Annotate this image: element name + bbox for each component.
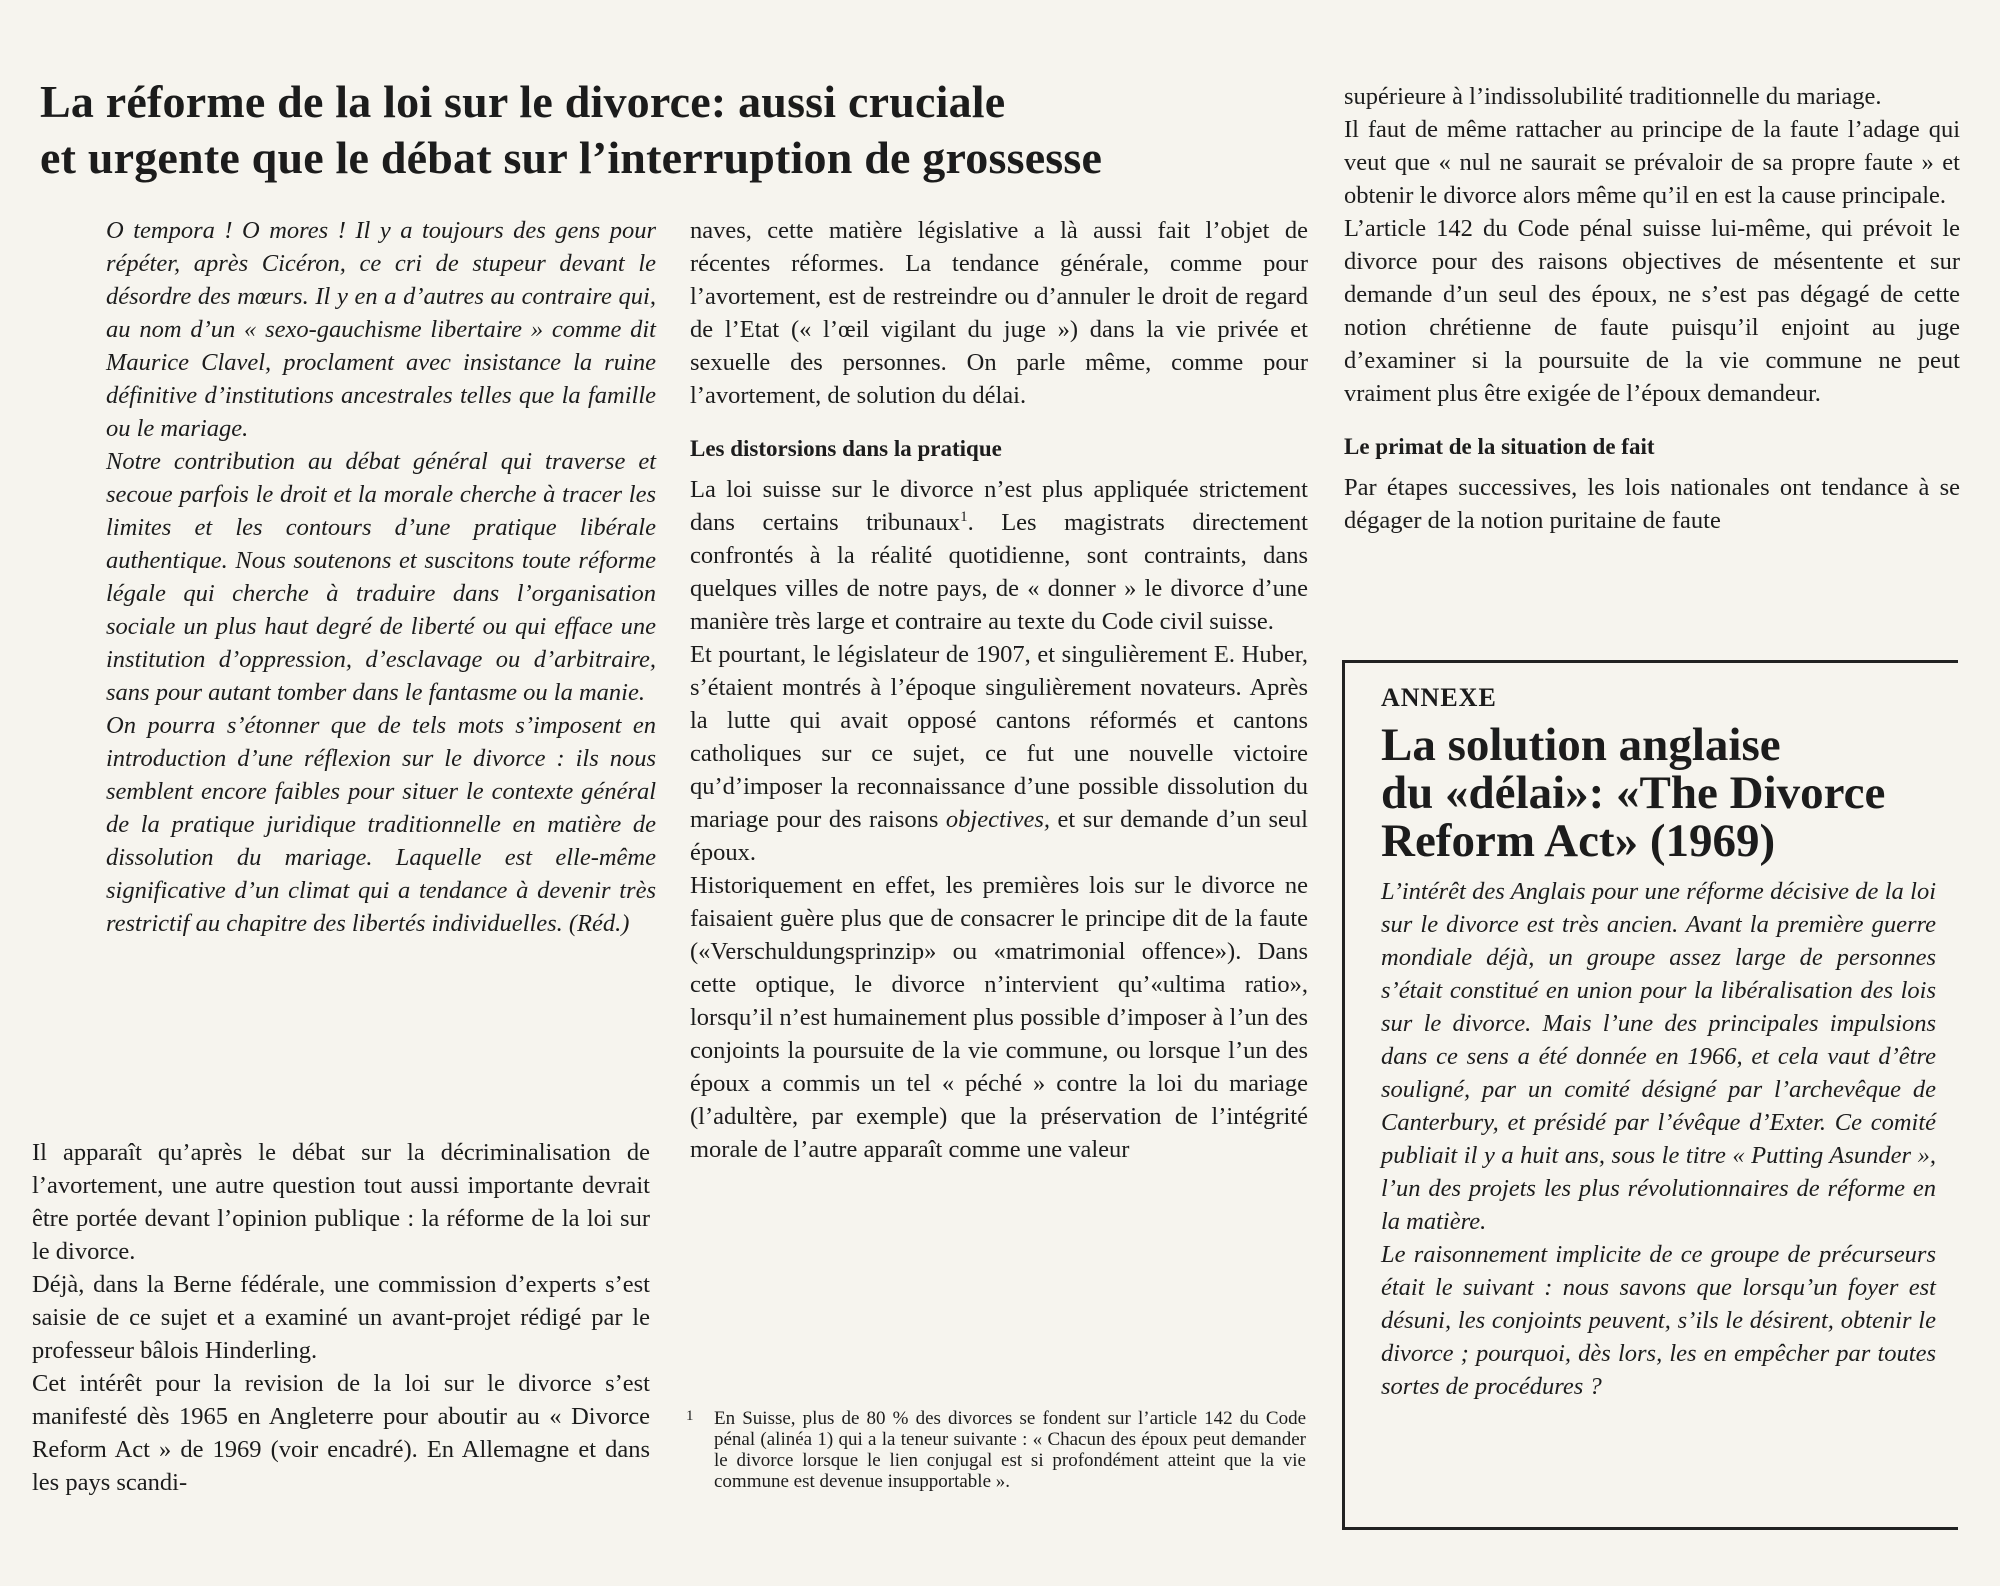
article-paragraph: La loi suisse sur le divorce n’est plus appliquée strictement dans certains tribunaux$^1$. Les magistrats directement confrontés à la réalité quotidienne, sont contraints, dans quelques villes de notre pays, de « donner » le divorce d’une manière très large et contraire au texte du Code civil suisse. [690,476,1308,635]
article-paragraph: Déjà, dans la Berne fédérale, une commission d’experts s’est saisie de ce sujet et a examiné un avant-projet rédigé par le professeur bâlois Hinderling. [32,1271,650,1364]
footnote-text: En Suisse, plus de 80 % des divorces se fondent sur l’article 142 du Code pénal (alinéa 1) qui a la teneur suivante : « Chacun des époux peut demander le divorce lorsque le lien conjugal est si profondément atteint que la vie commune est devenue insupportable ». [714,1408,1306,1492]
article-column-2 [690,214,1308,1166]
footnote-ref: 1 [960,508,968,525]
annex-paragraph: Le raisonnement implicite de ce groupe de précurseurs était le suivant : nous savons que lorsqu’un foyer est désuni, les conjoints peuvent, s’ils le désirent, obtenir le divorce ; pourquoi, dès lors, les en empêcher par toutes sortes de procédures ? [1381,1241,1936,1400]
article-paragraph: naves, cette matière législative a là aussi fait l’objet de récentes réformes. La tendance générale, comme pour l’avortement, est de restreindre ou d’annuler le droit de regard de l’Etat (« l’œil vigilant du juge ») dans la vie privée et sexuelle des personnes. On parle même, comme pour l’avortement, de solution du délai. [690,217,1308,409]
annex-title: La solution anglaise du «délai»: «The Divorce Reform Act» (1969) [1381,719,1886,867]
headline-line-2: et urgente que le débat sur l’interruption de grossesse [40,132,1103,183]
footnote-mark: 1 [686,1408,694,1424]
editorial-intro [106,214,656,940]
article-paragraph: Par étapes successives, les lois nationales ont tendance à se dégager de la notion puritaine de faute [1344,474,1960,534]
intro-paragraph: Notre contribution au débat général qui traverse et secoue parfois le droit et la morale cherche à tracer les limites et les contours d’une pratique libérale authentique. Nous soutenons et suscitons toute réforme légale qui cherche à traduire dans l’organisation sociale un plus haut degré de liberté ou qui efface une institution d’oppression, d’esclavage ou d’arbitraire, sans pour autant tomber dans le fantasme ou la manie. [106,448,656,706]
article-paragraph: supérieure à l’indissolubilité traditionnelle du mariage. [1344,83,1882,110]
article-paragraph: Historiquement en effet, les premières lois sur le divorce ne faisaient guère plus que de consacrer le principe dit de la faute («Verschuldungsprinzip» ou «matrimonial offence»). Dans cette optique, le divorce n’intervient qu’«ultima ratio», lorsqu’il n’est humainement plus possible d’imposer à l’un des conjoints la poursuite de la vie commune, ou lorsque l’un des époux a commis un tel « péché » contre la loi du mariage (l’adultère, par exemple) que la préservation de l’intégrité morale de l’autre apparaît comme une valeur [690,872,1308,1163]
article-paragraph: Et pourtant, le législateur de 1907, et singulièrement E. Huber, s’étaient montrés à l’époque singulièrement novateurs. Après la lutte qui avait opposé cantons réformés et cantons catholiques sur ce sujet, ce fut une nouvelle victoire qu’d’imposer la reconnaissance d’une possible dissolution du mariage pour des raisons objectives, et sur demande d’un seul époux. [690,641,1308,866]
annex-box [1342,660,1958,1530]
annex-paragraph: L’intérêt des Anglais pour une réforme décisive de la loi sur le divorce est très ancien. Avant la première guerre mondiale déjà, un groupe assez large de personnes s’était constitué en union pour la libéralisation des lois sur le divorce. Mais l’une des principales impulsions dans ce sens a été donnée en 1966, et cela vaut d’être souligné, par un comité désigné par l’archevêque de Canterbury, et présidé par l’évêque d’Exter. Ce comité publiait il y a huit ans, sous le titre « Putting Asunder », l’un des projets les plus révolutionnaires de réforme en la matière. [1381,878,1936,1235]
intro-paragraph: On pourra s’étonner que de tels mots s’imposent en introduction d’une réflexion sur le divorce : ils nous semblent encore faibles pour situer le contexte général de la pratique juridique traditionnelle en matière de dissolution du mariage. Laquelle est elle-même significative d’un climat qui a tendance à devenir très restrictif au chapitre des libertés individuelles. (Réd.) [106,712,656,937]
section-heading-primat: Le primat de la situation de fait [1344,434,1655,459]
article-paragraph: Il apparaît qu’après le débat sur la décriminalisation de l’avortement, une autre question tout aussi importante devrait être portée devant l’opinion publique : la réforme de la loi sur le divorce. [32,1139,650,1265]
article-paragraph: L’article 142 du Code pénal suisse lui-même, qui prévoit le divorce pour des raisons objectives de mésentente et sur demande d’un seul des époux, ne s’est pas dégagé de cette notion chrétienne de faute puisqu’il enjoint au juge d’examiner si la poursuite de la vie commune ne peut vraiment plus être exigée de l’époux demandeur. [1344,215,1960,407]
section-heading-distorsions: Les distorsions dans la pratique [690,436,1002,461]
article-paragraph: Il faut de même rattacher au principe de la faute l’adage qui veut que « nul ne saurait se prévaloir de sa propre faute » et obtenir le divorce alors même qu’il en est la cause principale. [1344,116,1960,209]
article-column-3 [1344,80,1960,537]
footnote [686,1408,1306,1492]
intro-paragraph: O tempora ! O mores ! Il y a toujours des gens pour répéter, après Cicéron, ce cri de stupeur devant le désordre des mœurs. Il y en a d’autres au contraire qui, au nom d’un « sexo-gauchisme libertaire » comme dit Maurice Clavel, proclament avec insistance la ruine définitive d’institutions ancestrales telles que la famille ou le mariage. [106,217,656,442]
headline-line-1: La réforme de la loi sur le divorce: aussi cruciale [40,76,1006,127]
article-paragraph: Cet intérêt pour la revision de la loi sur le divorce s’est manifesté dès 1965 en Angleterre pour aboutir au « Divorce Reform Act » de 1969 (voir encadré). En Allemagne et dans les pays scandi- [32,1370,650,1496]
annex-label: ANNEXE [1381,683,1497,712]
article-column-1 [32,1136,650,1499]
headline [40,74,1320,186]
